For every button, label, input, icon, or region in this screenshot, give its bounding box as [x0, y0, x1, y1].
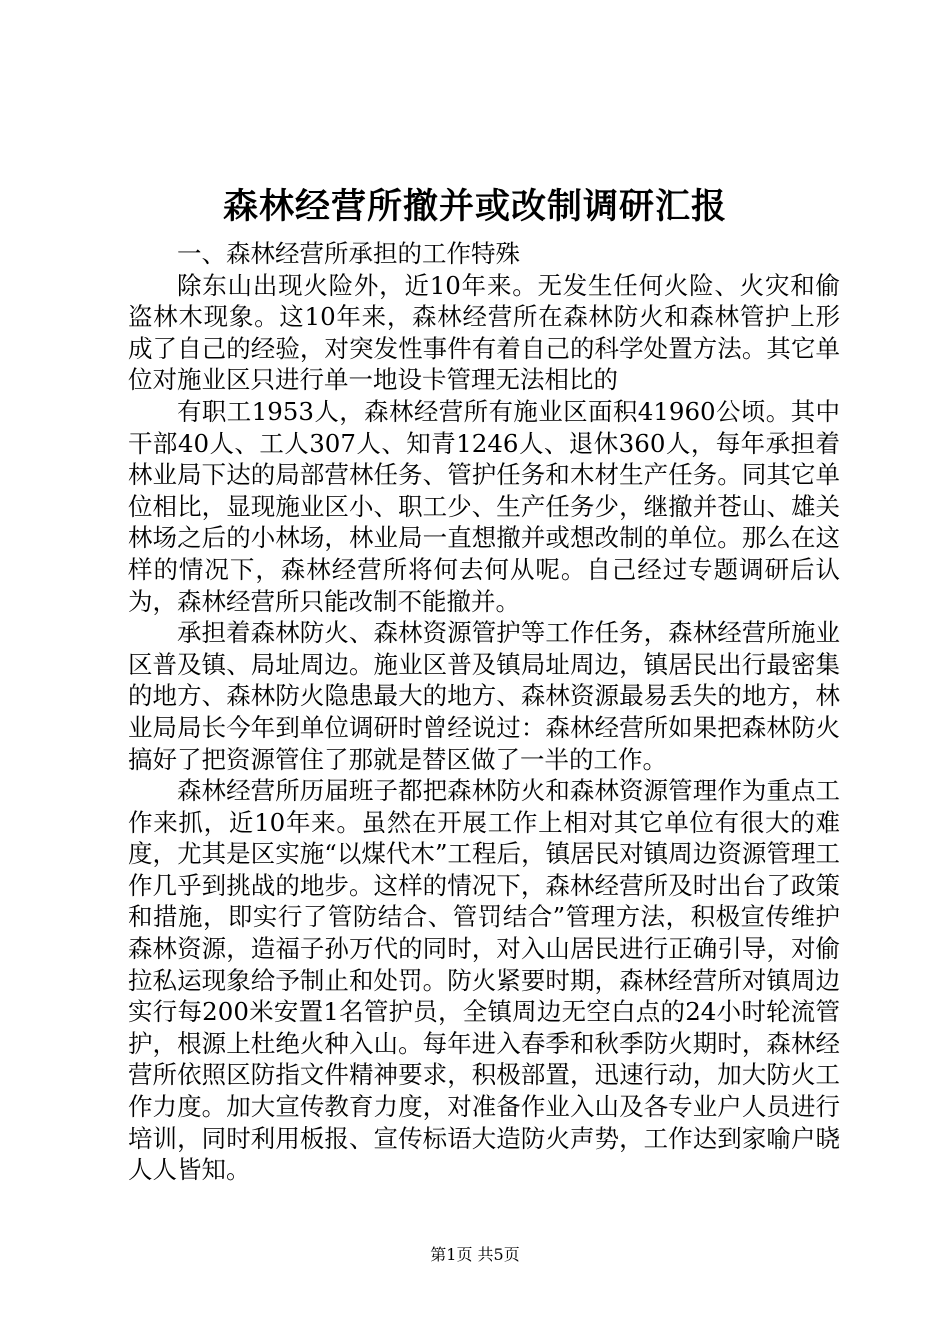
document-title: 森林经营所撤并或改制调研汇报: [222, 186, 727, 227]
paragraph-1: 除东山出现火险外，近10年来。无发生任何火险、火灾和偷盗林木现象。这10年来，森林经营所在森林防火和森林管护上形成了自己的经验，对突发性事件有着自己的科学处置方法。其它单位对施业区只进行单一地设卡管理无法相比的: [128, 270, 840, 395]
paragraph-4: 森林经营所历届班子都把森林防火和森林资源管理作为重点工作来抓，近10年来。虽然在开展工作上相对其它单位有很大的难度，尤其是区实施“以煤代木”工程后，镇居民对镇周边资源管理工作几乎到挑战的地步。这样的情况下，森林经营所及时出台了政策和措施，即实行了管防结合、管罚结合”管理方法，积极宣传维护森林资源，造福子孙万代的同时，对入山居民进行正确引导，对偷拉私运现象给予制止和处罚。防火紧要时期，森林经营所对镇周边实行每200米安置1名管护员，全镇周边无空白点的24小时轮流管护，根源上杜绝火种入山。每年进入春季和秋季防火期时，森林经营所依照区防指文件精神要求，积极部置，迅速行动，加大防火工作力度。加大宣传教育力度，对准备作业入山及各专业户人员进行培训，同时利用板报、宣传标语大造防火声势，工作达到家喻户晓人人皆知。: [128, 776, 840, 1185]
paragraph-3: 承担着森林防火、森林资源管护等工作任务，森林经营所施业区普及镇、局址周边。施业区普及镇局址周边，镇居民出行最密集的地方、森林防火隐患最大的地方、森林资源最易丢失的地方，林业局局长今年到单位调研时曾经说过：森林经营所如果把森林防火搞好了把资源管住了那就是替区做了一半的工作。: [128, 618, 840, 774]
section-heading: 一、森林经营所承担的工作特殊: [177, 239, 520, 268]
document-body: [128, 238, 840, 1186]
page-number-footer: 第1页 共5页: [430, 1245, 520, 1264]
paragraph-2: 有职工1953人，森林经营所有施业区面积41960公顷。其中干部40人、工人307人、知青1246人、退休360人，每年承担着林业局下达的局部营林任务、管护任务和木材生产任务。同其它单位相比，显现施业区小、职工少、生产任务少，继撤并苍山、雄关林场之后的小林场，林业局一直想撤并或想改制的单位。那么在这样的情况下，森林经营所将何去何从呢。自己经过专题调研后认为，森林经营所只能改制不能撤并。: [128, 396, 840, 616]
